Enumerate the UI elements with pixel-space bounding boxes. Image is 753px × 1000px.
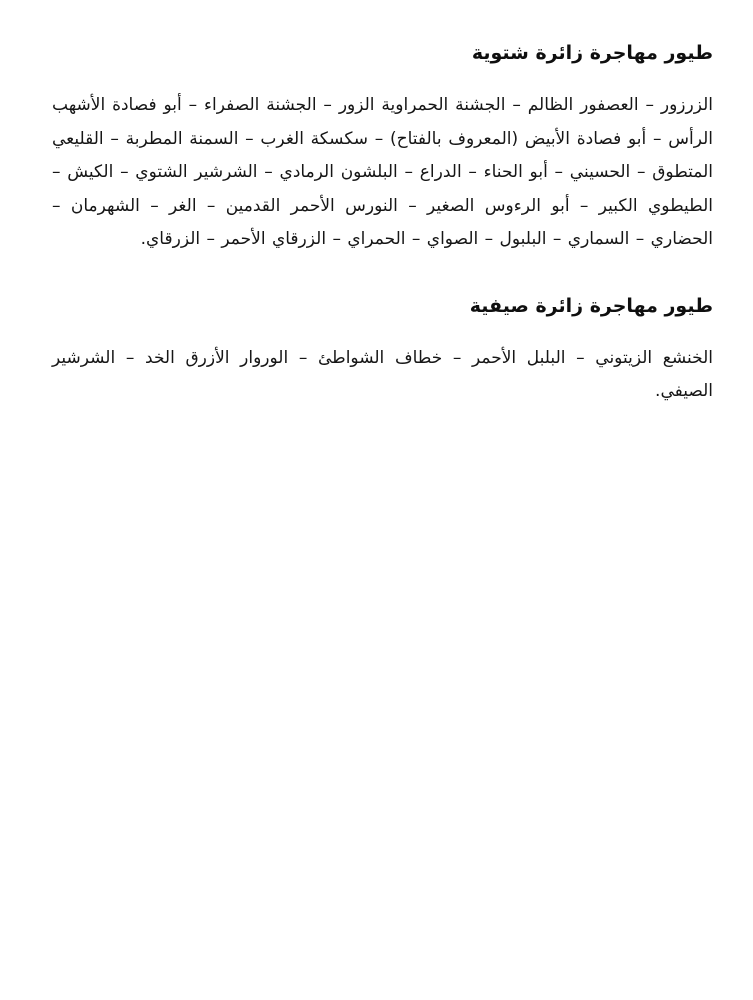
winter-migrants-section [52, 38, 713, 257]
summer-migrants-section [52, 291, 713, 409]
summer-migrants-heading: طيور مهاجرة زائرة صيفية [469, 294, 713, 317]
winter-migrants-list: الزرزور – العصفور الظالم – الجشنة الحمراوية الزور – الجشنة الصفراء – أبو فصادة الأشهب الرأس – أبو فصادة الأبيض (المعروف بالفتاح) – سكسكة الغرب – السمنة المطربة – القليعي المتطوق – الحسيني – أبو الحناء – الدراع – البلشون الرمادي – الشرشير الشتوي – الكيش – الطيطوي الكبير – أبو الرءوس الصغير – النورس الأحمر القدمين – الغر – الشهرمان – الحضاري – السماري – البلبول – الصواي – الحمراي – الزرقاي الأحمر – الزرقاي. [52, 95, 713, 249]
summer-migrants-list: الخنشع الزيتوني – البلبل الأحمر – خطاف الشواطئ – الوروار الأزرق الخد – الشرشير الصيفي. [52, 347, 713, 401]
winter-migrants-heading: طيور مهاجرة زائرة شتوية [471, 42, 713, 64]
